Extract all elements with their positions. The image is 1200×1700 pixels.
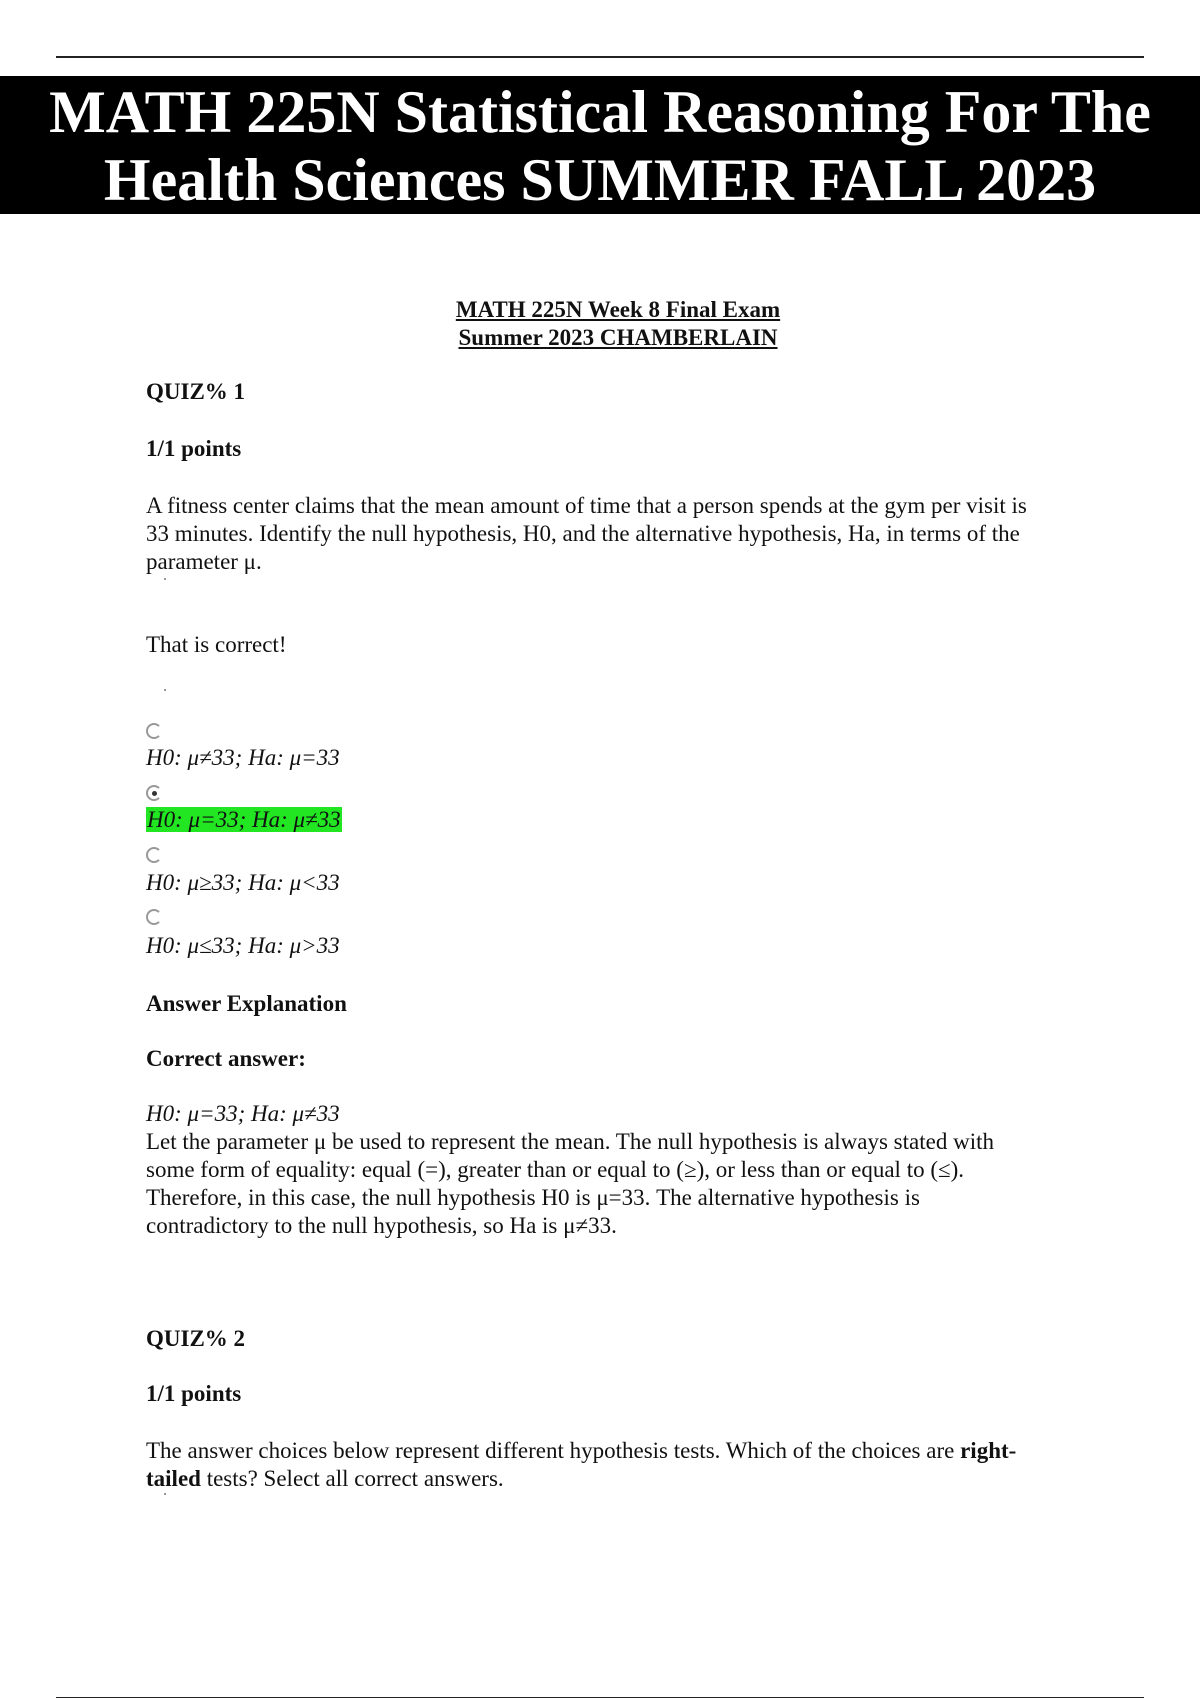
option-1-radio[interactable]	[146, 723, 162, 739]
quiz-2-question	[146, 1437, 1086, 1493]
selected-answer-highlight: H0: μ=33; Ha: μ≠33	[147, 807, 341, 832]
stray-mark	[164, 578, 166, 580]
question-text: tests? Select all correct answers.	[200, 1466, 504, 1491]
stray-mark	[164, 1493, 166, 1495]
question-line: parameter μ.	[146, 549, 262, 574]
option-3-radio[interactable]	[146, 847, 162, 863]
option-3-label[interactable]: H0: μ≥33; Ha: μ<33	[146, 870, 340, 895]
question-line: A fitness center claims that the mean amount of time that a person spends at the gym per visit is	[146, 493, 1027, 518]
stray-mark	[164, 689, 166, 691]
exam-heading-line-1: MATH 225N Week 8 Final Exam	[455, 297, 781, 322]
quiz-2-points: 1/1 points	[146, 1381, 242, 1406]
bottom-rule	[56, 1697, 1144, 1698]
quiz-2-label: QUIZ% 2	[146, 1326, 246, 1351]
option-4-label[interactable]: H0: μ≤33; Ha: μ>33	[146, 933, 340, 958]
title-banner	[0, 76, 1200, 214]
banner-title-line-2: Health Sciences SUMMER FALL 2023	[103, 147, 1097, 213]
exam-heading-line-2: Summer 2023 CHAMBERLAIN	[458, 325, 778, 350]
question-text: The answer choices below represent different hypothesis tests. Which of the choices are	[146, 1438, 961, 1463]
top-rule	[56, 56, 1144, 58]
answer-explanation-heading: Answer Explanation	[146, 991, 347, 1016]
quiz-1-points: 1/1 points	[146, 436, 242, 461]
explanation-line: some form of equality: equal (=), greater than or equal to (≥), or less than or equal to (≤).	[146, 1157, 965, 1182]
quiz-1-label: QUIZ% 1	[146, 379, 246, 404]
explanation-line: contradictory to the null hypothesis, so Ha is μ≠33.	[146, 1213, 617, 1238]
explanation-line: Therefore, in this case, the null hypothesis H0 is μ=33. The alternative hypothesis is	[146, 1185, 920, 1210]
option-4-radio[interactable]	[146, 909, 162, 925]
banner-title-line-1: MATH 225N Statistical Reasoning For The	[49, 79, 1151, 145]
option-1-label[interactable]: H0: μ≠33; Ha: μ=33	[146, 745, 340, 770]
option-2-radio[interactable]	[146, 785, 162, 801]
answer-explanation-text	[146, 1128, 1086, 1240]
question-line: 33 minutes. Identify the null hypothesis, H0, and the alternative hypothesis, Ha, in terms of the	[146, 521, 1020, 546]
question-emphasis: tailed	[146, 1466, 201, 1491]
option-2-label[interactable]	[146, 806, 342, 834]
correct-answer-label: Correct answer:	[146, 1046, 306, 1071]
correct-answer-value: H0: μ=33; Ha: μ≠33	[146, 1101, 340, 1126]
explanation-line: Let the parameter μ be used to represent the mean. The null hypothesis is always stated with	[146, 1129, 994, 1154]
quiz-1-question	[146, 492, 1086, 576]
question-emphasis: right-	[960, 1438, 1017, 1463]
quiz-1-feedback: That is correct!	[146, 632, 287, 657]
